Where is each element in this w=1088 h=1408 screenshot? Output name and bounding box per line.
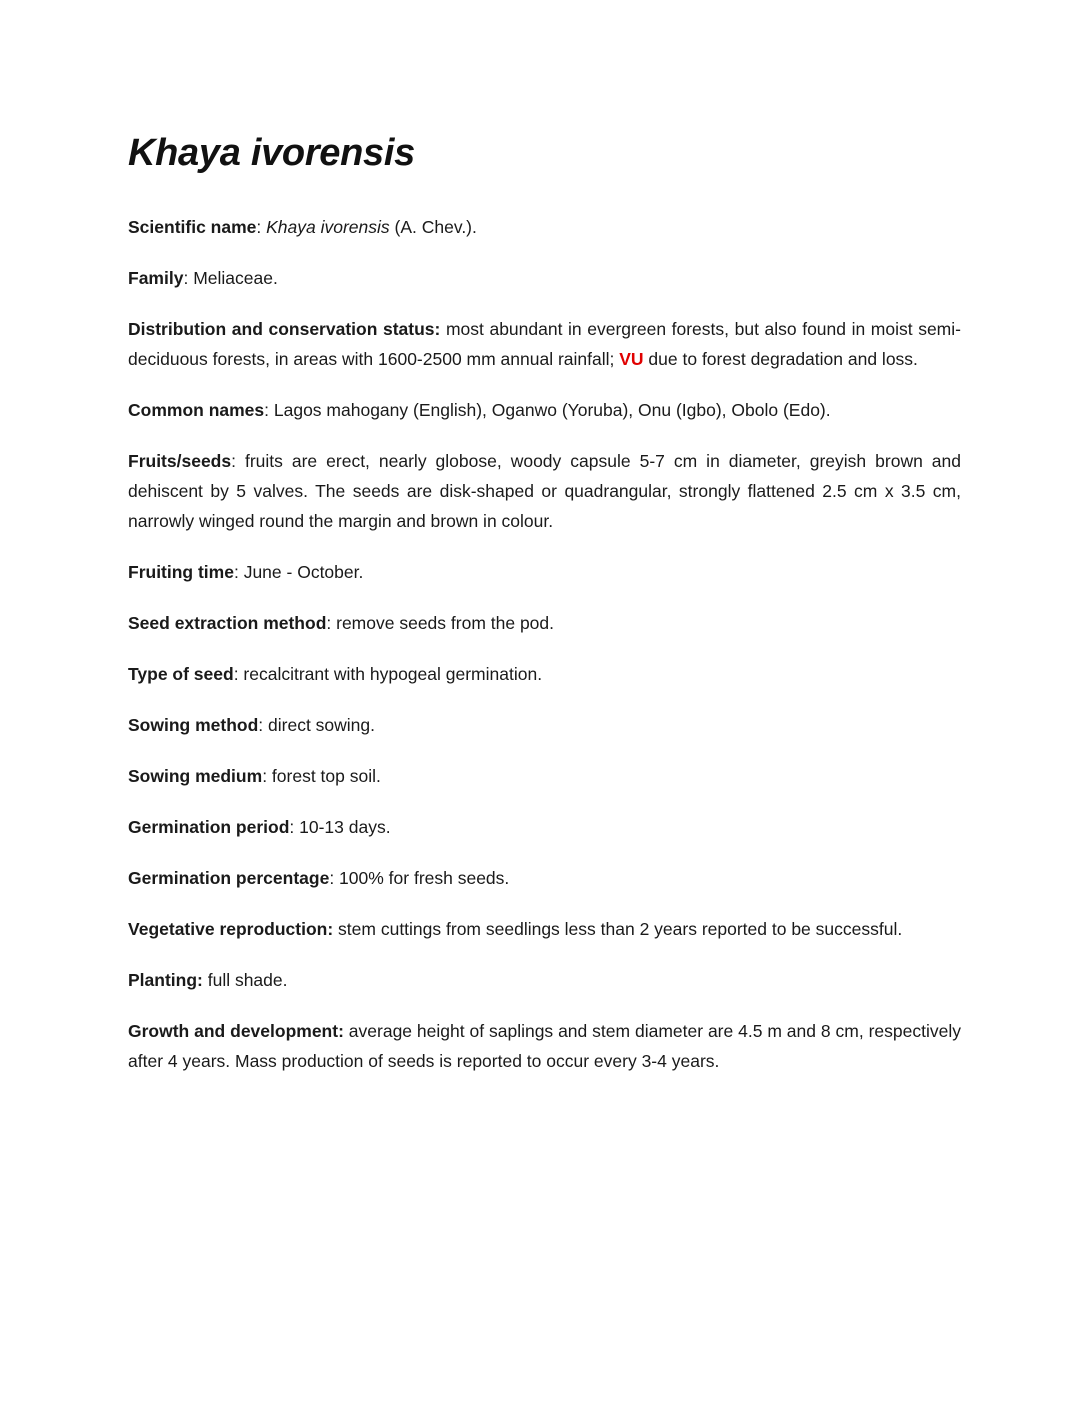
entry-common-names [128, 395, 961, 425]
entry-separator: : [233, 562, 244, 582]
entry-planting [128, 965, 961, 995]
entry-separator: : [326, 613, 337, 633]
entry-label: Common names [128, 400, 265, 420]
entry-germination-period [128, 812, 961, 842]
entry-text: 100% for fresh seeds. [339, 868, 510, 888]
entry-text: average height of saplings and stem diameter are 4.5 m and 8 cm, respectively after 4 years. Mass production of seeds is reported to occur every 3-4 years. [128, 1021, 961, 1071]
entry-separator: : [183, 268, 194, 288]
entry-label: Distribution and conservation status: [128, 319, 441, 339]
entry-scientific-name [128, 212, 961, 242]
entry-vegetative-reproduction [128, 914, 961, 944]
conservation-status: VU [619, 349, 644, 369]
entry-text: forest top soil. [271, 766, 381, 786]
entry-label: Type of seed [128, 664, 234, 684]
entry-text: Lagos mahogany (English), Oganwo (Yoruba), Onu (Igbo), Obolo (Edo). [273, 400, 831, 420]
entry-distribution [128, 314, 961, 374]
entry-seed-extraction [128, 608, 961, 638]
entry-text: 10-13 days. [299, 817, 391, 837]
entry-separator: : [289, 817, 300, 837]
page-title: Khaya ivorensis [128, 132, 415, 174]
entry-label: Germination period [128, 817, 290, 837]
entry-separator: : [256, 217, 267, 237]
entry-sowing-medium [128, 761, 961, 791]
entry-label: Vegetative reproduction: [128, 919, 334, 939]
entry-label: Family [128, 268, 184, 288]
entry-text: recalcitrant with hypogeal germination. [243, 664, 543, 684]
species-name: Khaya ivorensis [266, 217, 390, 237]
entry-label: Planting: [128, 970, 203, 990]
entry-text: (A. Chev.). [389, 217, 477, 237]
entry-label: Sowing medium [128, 766, 263, 786]
entry-text: full shade. [202, 970, 288, 990]
entry-label: Fruiting time [128, 562, 234, 582]
entry-text: most abundant in evergreen forests, but also found in moist semi-deciduous forests, in areas with 1600-2500 mm annual rainfall; [128, 319, 961, 369]
entry-text: stem cuttings from seedlings less than 2 years reported to be successful. [333, 919, 903, 939]
entry-label: Sowing method [128, 715, 259, 735]
entry-growth [128, 1016, 961, 1076]
entry-label: Growth and development: [128, 1021, 344, 1041]
entry-separator: : [329, 868, 340, 888]
entry-text: direct sowing. [268, 715, 376, 735]
entry-text: due to forest degradation and loss. [643, 349, 918, 369]
entry-separator: : [258, 715, 269, 735]
document-page [128, 128, 961, 1097]
entry-label: Seed extraction method [128, 613, 327, 633]
entry-separator: : [231, 451, 245, 471]
entry-label: Fruits/seeds [128, 451, 232, 471]
entry-text: Meliaceae. [193, 268, 278, 288]
entry-separator: : [262, 766, 272, 786]
entry-separator: : [233, 664, 244, 684]
entry-fruiting-time [128, 557, 961, 587]
entry-text: remove seeds from the pod. [336, 613, 555, 633]
entry-family [128, 263, 961, 293]
entry-germination-percentage [128, 863, 961, 893]
entry-sowing-method [128, 710, 961, 740]
entry-label: Germination percentage [128, 868, 330, 888]
entry-text: fruits are erect, nearly globose, woody capsule 5-7 cm in diameter, greyish brown and dehiscent by 5 valves. The seeds are disk-shaped or quadrangular, strongly flattened 2.5 cm x 3.5 cm, narrowly winged round the margin and brown in colour. [128, 451, 961, 531]
entry-separator: : [264, 400, 274, 420]
entry-fruits-seeds [128, 446, 961, 536]
entry-type-of-seed [128, 659, 961, 689]
entry-text: June - October. [243, 562, 364, 582]
entry-label: Scientific name [128, 217, 257, 237]
